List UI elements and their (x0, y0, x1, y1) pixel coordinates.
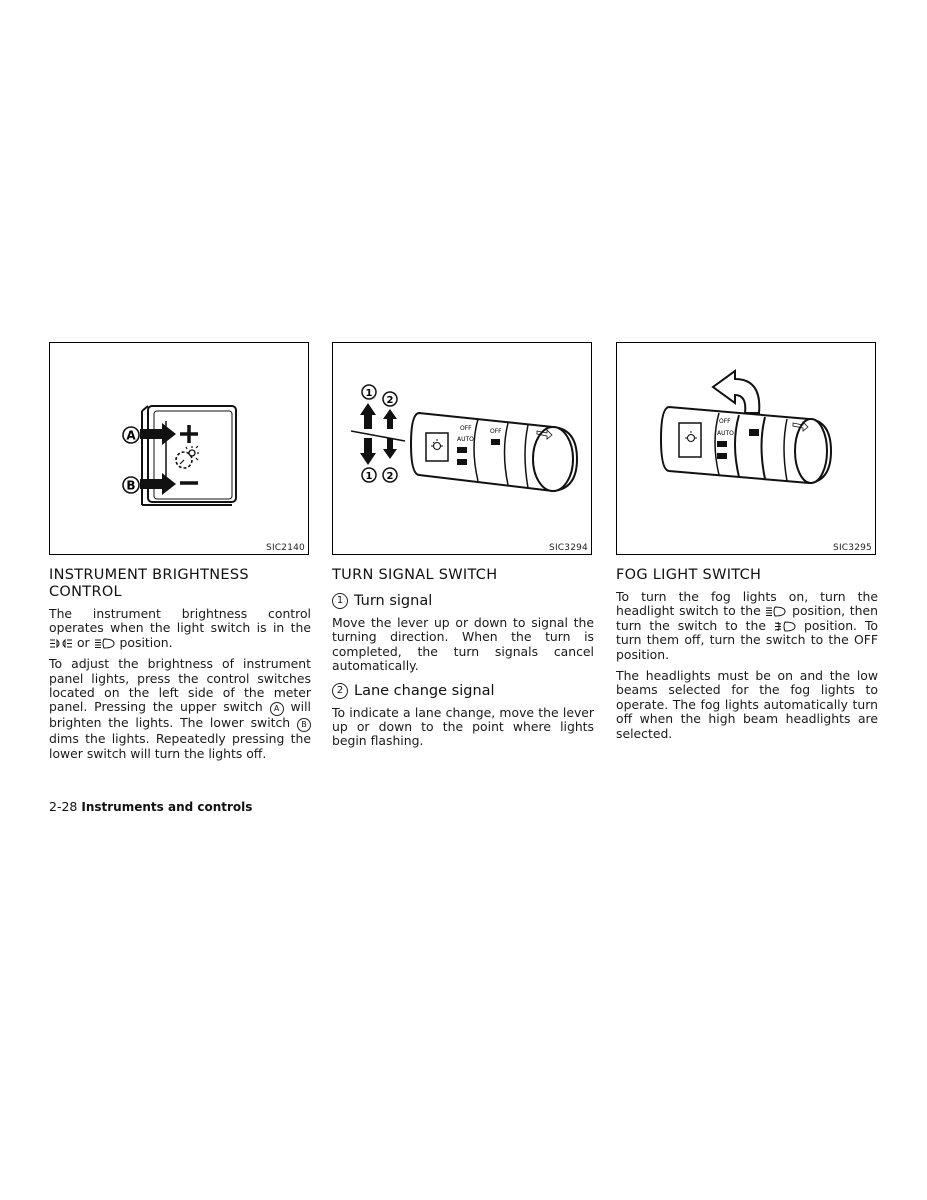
heading-fog-light: FOG LIGHT SWITCH (616, 567, 762, 583)
text: dims the lights. Repeatedly pressing the lower switch will turn the lights off. (49, 731, 311, 761)
marker-2-bottom: 2 (386, 471, 394, 482)
subheading-turn-signal (332, 592, 594, 610)
paragraph-lane-change: To indicate a lane change, move the lever up or down to the point where lights begin flashing. (332, 704, 594, 749)
column-instrument-brightness (49, 342, 311, 768)
marker-1-bottom: 1 (365, 471, 373, 482)
fog-light-switch-illustration (617, 343, 875, 554)
parking-light-icon (49, 638, 73, 649)
text: position. To turn them off, turn the switch to the OFF position. (616, 617, 879, 662)
switch-b-marker: B (297, 718, 311, 732)
figure-code: SIC3295 (833, 543, 872, 553)
text: position. (119, 634, 173, 650)
column-turn-signal (332, 342, 594, 756)
text: To turn the fog lights on, turn the headlight switch to the (616, 589, 878, 619)
switch-auto-label: AUTO (717, 430, 734, 437)
page-footer (49, 799, 252, 814)
text: position, then turn the switch to the (616, 603, 878, 633)
heading-instrument-brightness: INSTRUMENT BRIGHTNESS CONTROL (49, 567, 249, 600)
marker-2-top: 2 (386, 395, 394, 406)
switch-auto-label: AUTO (457, 436, 474, 443)
subheading-text: Turn signal (354, 593, 433, 609)
figure-code: SIC3294 (549, 543, 588, 553)
paragraph-brightness-1 (49, 607, 311, 650)
label-a: A (126, 428, 136, 443)
page-number: 2-28 (49, 799, 78, 814)
section-title: Instruments and controls (81, 800, 253, 814)
subheading-lane-change (332, 682, 594, 700)
label-b: B (126, 478, 136, 493)
switch-off-label: OFF (719, 418, 731, 425)
text: To adjust the brightness of instrument panel lights, press the control switches located on the left side of the meter panel. Pressing the upper switch (49, 656, 311, 715)
marker-1-top: 1 (365, 388, 373, 399)
switch-a-marker: A (270, 702, 284, 716)
subheading-text: Lane change signal (354, 682, 495, 699)
headlight-icon (765, 606, 787, 617)
fog-off-label: OFF (490, 428, 502, 435)
figure-code: SIC2140 (266, 543, 305, 553)
text-or: or (76, 634, 90, 650)
text: will brighten the lights. The lower switch (49, 699, 311, 731)
headlight-icon (94, 638, 116, 649)
figure-turn-signal (332, 342, 592, 555)
paragraph-fog-light-2: The headlights must be on and the low beams selected for the fog lights to operate. The fog lights automatically turn off when the high beam headlights are selected. (616, 668, 878, 741)
column-fog-light (616, 342, 878, 748)
number-marker: 2 (332, 683, 348, 699)
switch-off-label: OFF (460, 425, 472, 432)
heading-turn-signal: TURN SIGNAL SWITCH (332, 567, 498, 583)
turn-signal-lever-illustration (333, 343, 591, 554)
paragraph-brightness-2 (49, 657, 311, 761)
number-marker: 1 (332, 593, 348, 609)
figure-fog-light (616, 342, 876, 555)
brightness-switch-illustration (50, 343, 308, 554)
figure-brightness-control (49, 342, 309, 555)
paragraph-fog-light-1 (616, 590, 878, 662)
text: The instrument brightness control operates when the light switch is in the (49, 606, 311, 636)
fog-light-icon (774, 621, 796, 632)
paragraph-turn-signal: Move the lever up or down to signal the turning direction. When the turn is completed, the turn signals cancel automatically. (332, 615, 594, 674)
